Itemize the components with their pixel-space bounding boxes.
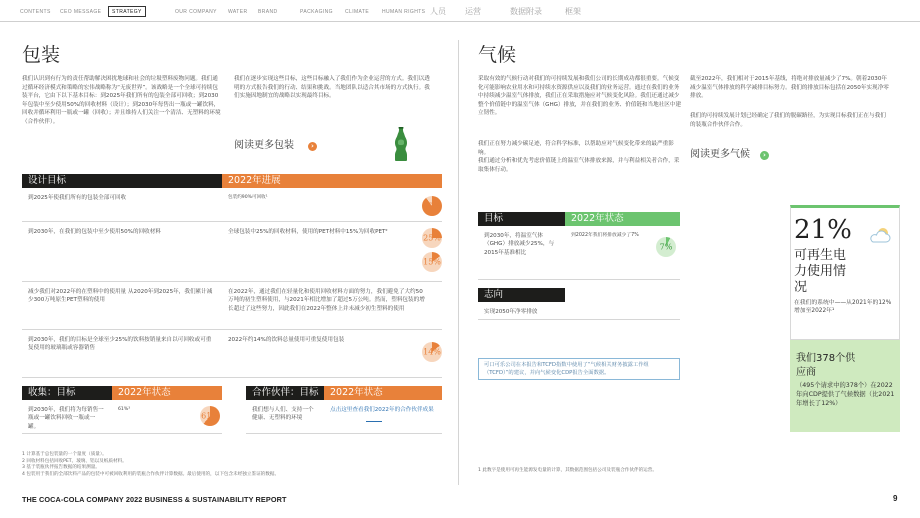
- climate-paragraph: 我们通过分析和优先考虑价值链上的温室气体排放来源，并与利益相关者合作，采取集体行动。: [478, 158, 680, 173]
- partner-status-header: 2022年状态: [324, 386, 442, 400]
- footnote: 2 回收材料包括回收PET、玻璃、铝以及纸质材料。: [22, 458, 127, 464]
- read-more-climate-link[interactable]: 阅读更多气候: [690, 149, 750, 160]
- pie-label: 61%: [201, 411, 219, 421]
- renewable-percent: 21%: [794, 215, 852, 245]
- pie-label: 25%: [423, 233, 441, 243]
- ambition-text: 实现2050年净零排放: [478, 302, 680, 320]
- pie-recycled-material-25: [422, 228, 442, 248]
- tab-operations[interactable]: 运营: [465, 7, 481, 16]
- tab-water[interactable]: WATER: [228, 9, 248, 15]
- top-nav: [0, 0, 920, 22]
- climate-intro-4: [478, 140, 683, 174]
- tab-packaging[interactable]: PACKAGING: [300, 9, 333, 15]
- climate-goal: 到2030年，将温室气体（GHG）排放减少25%，与2015年基准相比: [478, 226, 565, 280]
- suppliers-note: （495个请求中的378个）在2022年向CDP提供了气候数据（比2021年增长了12%）: [796, 382, 895, 407]
- page-number: 9: [893, 494, 898, 503]
- climate-intro-1: 采取有效的气候行动对我们的可持续发展和我们公司的长期成功都很重要。气候变化可能影响农业用水和可持续水资源供应以及我们的业务运营。通过在我们的业务中持续减少温室气体排放，我们正在采取措施应对气候变化风险。我们还通过减少整个价值链中的温室气体（GHG）排放，并在我们的业务、价值链和当地社区中建立韧性。: [478, 76, 682, 117]
- ambition-header: 志向: [478, 288, 565, 302]
- tab-brand[interactable]: BRAND: [258, 9, 278, 15]
- packaging-intro-1: 我们认识到有行为的责任帮助解决困扰地球和社会的垃圾塑料废物问题。我们通过循环经济模式和策略的宏伟战略称为“无废世界”。该战略是一个全球可持续包装平台，它由下以下基本目标：到2025年我们所有的包装全部可回收；到2030年包装中至少使用50%的回收材料（设计）；到2030年每售出一瓶或一罐饮料，回收并循环利用一瓶或一罐（回收）；并且维持人们关注一个清洁、无塑料的环境（合作伙伴）。: [22, 76, 221, 125]
- design-row-1-progress: 包装约90%可回收¹: [222, 188, 442, 222]
- pie-label: 7%: [659, 242, 673, 252]
- renewable-label: 可再生电力使用情况: [794, 248, 847, 295]
- report-footer-title: THE COCA-COLA COMPANY 2022 BUSINESS & SUSTAINABILITY REPORT: [22, 495, 287, 504]
- partner-results-link[interactable]: 点击这里查看我们2022年的合作伙伴成果: [330, 407, 434, 413]
- pie-label: 15%: [423, 257, 441, 267]
- climate-title: 气候: [478, 44, 517, 66]
- packaging-footnotes: [22, 452, 442, 478]
- tab-people[interactable]: 人员: [430, 7, 446, 16]
- design-row-3-progress: 在2022年，通过我们在轻量化和使用回收材料方面的努力，我们避免了大约50万吨的初生塑料使用，与2021年相比增加了超过5万公吨。然而，塑料包装的增长超过了这些努力，因此我们在2022年整体上并未减少初生塑料的使用: [222, 282, 442, 330]
- design-row-2-progress: 全球包装中25%的回收材料，使用的PET材料中15%为回收PET²: [222, 222, 442, 282]
- tab-our-company[interactable]: OUR COMPANY: [175, 9, 217, 15]
- packaging-intro-2: 我们在逐步实现这些目标，这些目标融入了我们作为企业运营的方式。我们以透明的方式报告我们的行动、结果和挑战。当地团队以适合其市场的方式执行。我们实施因地制宜的战略以实现最终目标。: [234, 76, 430, 100]
- arrow-right-icon[interactable]: ›: [308, 142, 317, 151]
- suppliers-label: 我们378个供应商: [796, 353, 856, 378]
- tab-climate[interactable]: CLIMATE: [345, 9, 370, 15]
- pie-label: 14%: [423, 347, 441, 357]
- tab-data-appendix[interactable]: 数据附录: [510, 7, 542, 16]
- partner-status: [324, 400, 442, 434]
- tab-strategy[interactable]: STRATEGY: [108, 6, 146, 17]
- tab-ceo-message[interactable]: CEO MESSAGE: [60, 9, 102, 15]
- pie-emissions-7: [656, 237, 676, 257]
- climate-goal-header: 目标: [478, 212, 565, 226]
- pie-refillable-14: [422, 342, 442, 362]
- climate-intro-3: 我们的可持续发展计划已经确定了我们的脱碳路径，为实现目标我们正在与我们的装瓶合作伙伴合作。: [690, 113, 886, 128]
- footnote: 3 基于装瓶伙伴报告数据的结果测量。: [22, 465, 100, 471]
- climate-status: 到2022年我们将排放减少了7%: [565, 226, 680, 280]
- design-row-2-goal: 到2030年，在我们的包装中至少使用50%的回收材料: [22, 222, 222, 282]
- read-more-packaging-link[interactable]: 阅读更多包装: [234, 140, 294, 151]
- design-row-4-goal: 到2030年，我们的目标是全球至少25%的饮料按销量来自以可回收或可重复使用的玻璃瓶或容器销售: [22, 330, 222, 378]
- climate-intro-2: 截至2022年，我们相对于2015年基线，将绝对排放量减少了7%。朝着2030年减少温室气体排放的科学减排目标努力。我们的排放目标包括在2050年实现净零排放。: [690, 76, 889, 100]
- tcfd-note: 可口可乐公司在本报告和TCFD指数中使用了“气候相关财务披露工作组（TCFD）”的建议，并向气候变化CDP报告全面数据。: [478, 358, 680, 380]
- pie-collection-61: [200, 406, 220, 426]
- collect-goal: 到2030年，我们将为每销售一瓶或一罐饮料回收一瓶或一罐。: [22, 400, 112, 434]
- design-progress-header: 2022年进展: [222, 174, 442, 188]
- arrow-right-icon[interactable]: ›: [760, 151, 769, 160]
- footnote: 1 计算基于总包装量的一个量度（质量）。: [22, 452, 107, 457]
- collect-status: 61%³: [112, 400, 222, 434]
- bottle-icon: [393, 127, 409, 161]
- collect-status-header: 2022年状态: [112, 386, 222, 400]
- pie-recycled-pet-15: [422, 252, 442, 272]
- partner-goal: 我们想与人们、支持一个健康、无塑料的环境: [246, 400, 324, 434]
- climate-footnote: 1 此数字是使用可再生能源发电量的计算，其数据范围包括公司及装瓶合作伙伴的运营。: [478, 468, 657, 473]
- pie-recyclable-90: [422, 196, 442, 216]
- column-divider: [458, 40, 459, 485]
- climate-paragraph: 我们正在努力减少碳足迹，符合科学标准，以帮助应对气候变化带来的最严重影响。: [478, 141, 674, 156]
- cloud-sun-icon: [868, 226, 892, 244]
- climate-status-header: 2022年状态: [565, 212, 680, 226]
- tab-framework[interactable]: 框架: [565, 7, 581, 16]
- design-row-3-goal: 减少我们对2022年的在塑料中的使用量 从2020年到2025年，我们累计减少300万吨原生PET塑料的使用: [22, 282, 222, 330]
- design-row-4-progress: 2022年约14%的饮料总量使用可重复使用包装: [222, 330, 442, 378]
- tab-contents[interactable]: CONTENTS: [20, 9, 51, 15]
- footnote: 4 包装用于我们的全部饮料产品的包装中可被回收利用的装瓶合作伙伴计算数据。最后使用的，以下包含未经独立鉴证的数据。: [22, 471, 280, 477]
- packaging-title: 包装: [22, 44, 61, 66]
- collect-goal-header: 收集：目标: [22, 386, 112, 400]
- partner-goal-header: 合作伙伴：目标: [246, 386, 324, 400]
- design-row-1-goal: 到2025年使我们所有的包装全部可回收: [22, 188, 222, 222]
- pie-label: 90%: [423, 201, 441, 211]
- partner-link-underline: [366, 421, 382, 422]
- design-goal-header: 设计目标: [22, 174, 222, 188]
- renewable-note: 在我们的系统中——从2021年的12%增加至2022年¹: [794, 300, 892, 314]
- tab-human-rights[interactable]: HUMAN RIGHTS: [382, 9, 426, 15]
